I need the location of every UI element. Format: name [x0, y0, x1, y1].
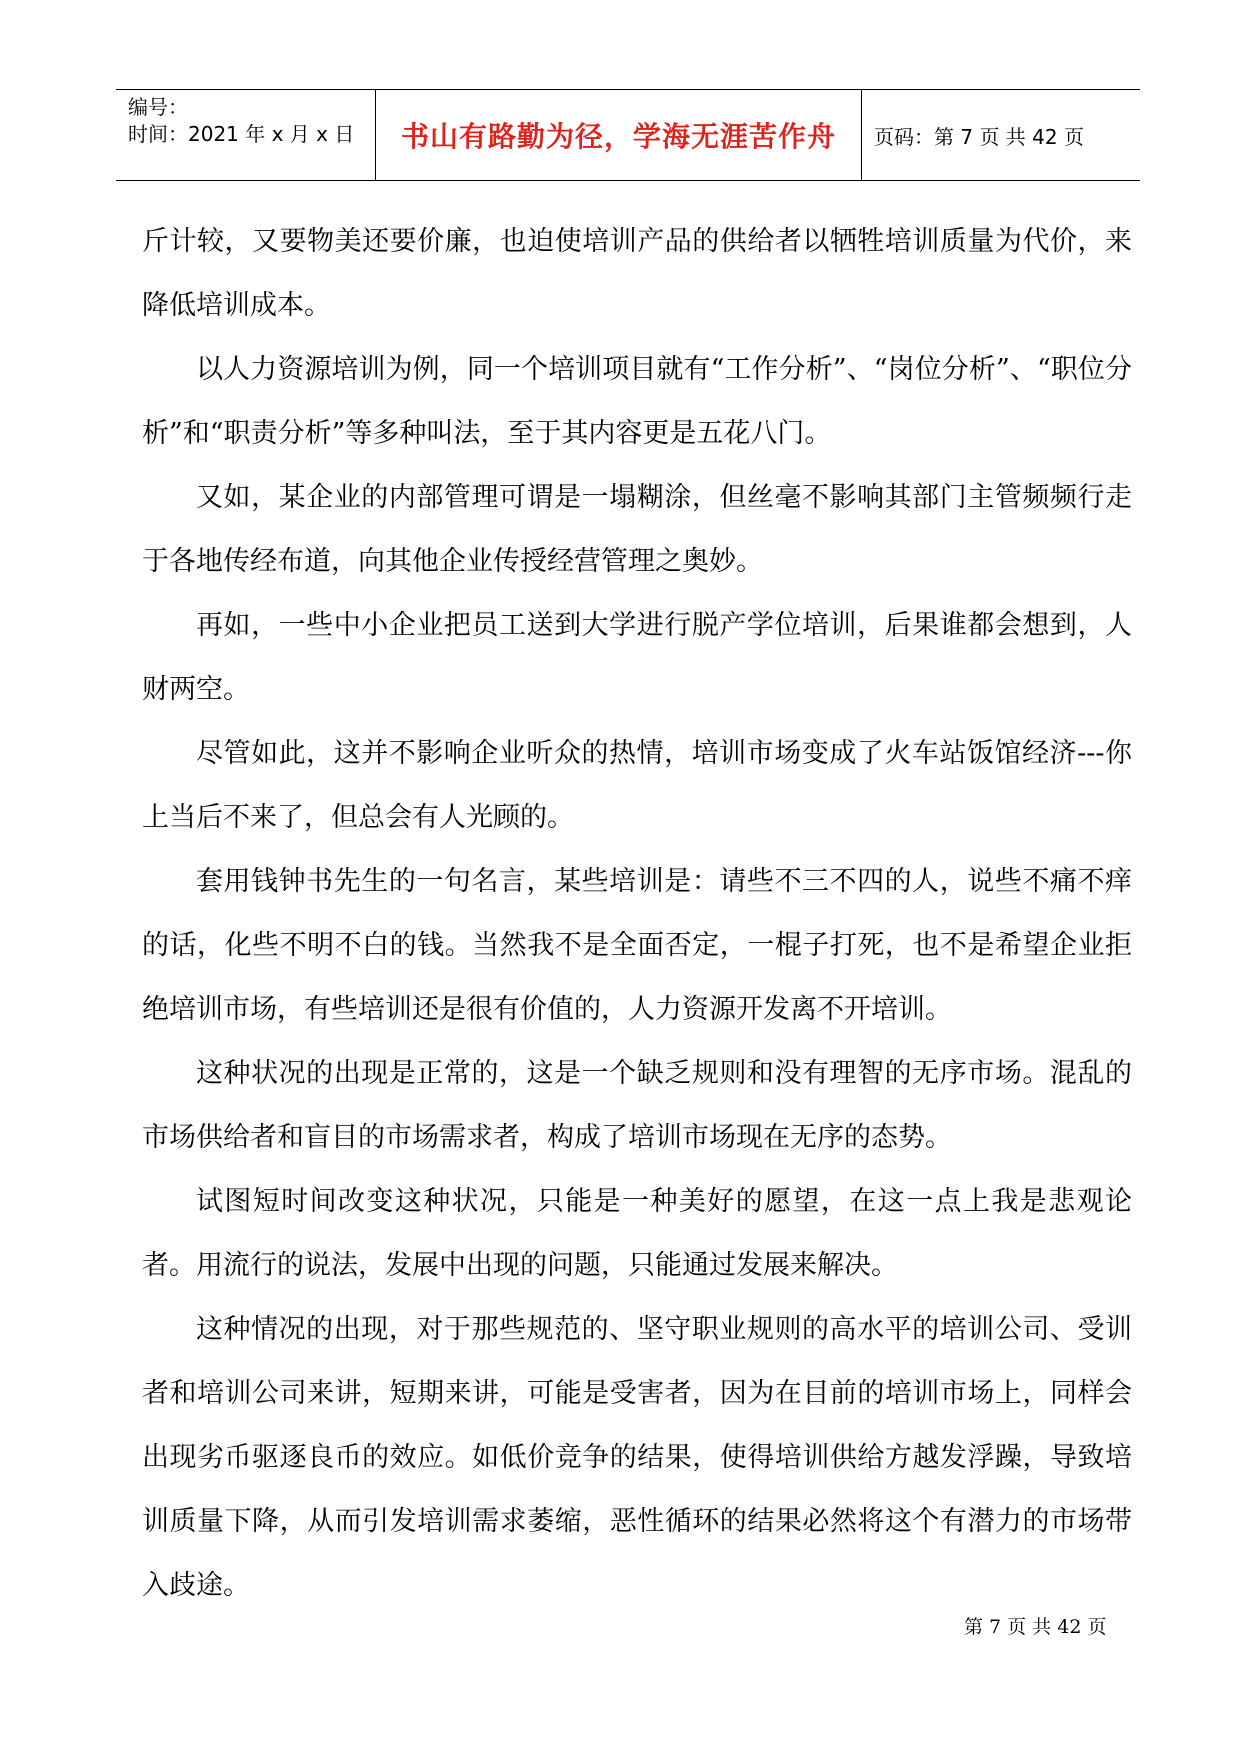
paragraph: 尽管如此，这并不影响企业听众的热情，培训市场变成了火车站饭馆经济---你上当后不来了，但总会有人光顾的。 [142, 738, 1132, 833]
header-motto: 书山有路勤为径，学海无涯苦作舟 [376, 90, 862, 180]
paragraph: 这种情况的出现，对于那些规范的、坚守职业规则的高水平的培训公司、受训者和培训公司来讲，短期来讲，可能是受害者，因为在目前的培训市场上，同样会出现劣币驱逐良币的效应。如低价竞争的结果，使得培训供给方越发浮躁，导致培训质量下降，从而引发培训需求萎缩，恶性循环的结果必然将这个有潜力的市场带入歧途。 [142, 1314, 1132, 1601]
paragraph: 套用钱钟书先生的一句名言，某些培训是：请些不三不四的人，说些不痛不痒的话，化些不明不白的钱。当然我不是全面否定，一棍子打死，也不是希望企业拒绝培训市场，有些培训还是很有价值的，人力资源开发离不开培训。 [142, 866, 1132, 1025]
paragraph: 再如，一些中小企业把员工送到大学进行脱产学位培训，后果谁都会想到，人财两空。 [142, 610, 1132, 705]
paragraph: 试图短时间改变这种状况，只能是一种美好的愿望，在这一点上我是悲观论者。用流行的说法，发展中出现的问题，只能通过发展来解决。 [142, 1186, 1132, 1281]
paragraph: 以人力资源培训为例，同一个培训项目就有“工作分析”、“岗位分析”、“职位分析”和“职责分析”等多种叫法，至于其内容更是五花八门。 [142, 354, 1132, 449]
document-body [142, 210, 1132, 1618]
document-time-label: 时间：2021 年 x 月 x 日 [128, 122, 355, 146]
header-page-label: 页码：第 7 页 共 42 页 [874, 124, 1084, 149]
paragraph: 斤计较，又要物美还要价廉，也迫使培训产品的供给者以牺牲培训质量为代价，来降低培训成本。 [142, 226, 1132, 321]
paragraph: 这种状况的出现是正常的，这是一个缺乏规则和没有理智的无序市场。混乱的市场供给者和盲目的市场需求者，构成了培训市场现在无序的态势。 [142, 1058, 1132, 1153]
page-footer: 第 7 页 共 42 页 [964, 1616, 1107, 1638]
header-meta [116, 90, 376, 180]
page-header [116, 89, 1140, 181]
paragraph: 又如，某企业的内部管理可谓是一塌糊涂，但丝毫不影响其部门主管频频行走于各地传经布道，向其他企业传授经营管理之奥妙。 [142, 482, 1132, 577]
document-number-label: 编号： [128, 95, 188, 119]
